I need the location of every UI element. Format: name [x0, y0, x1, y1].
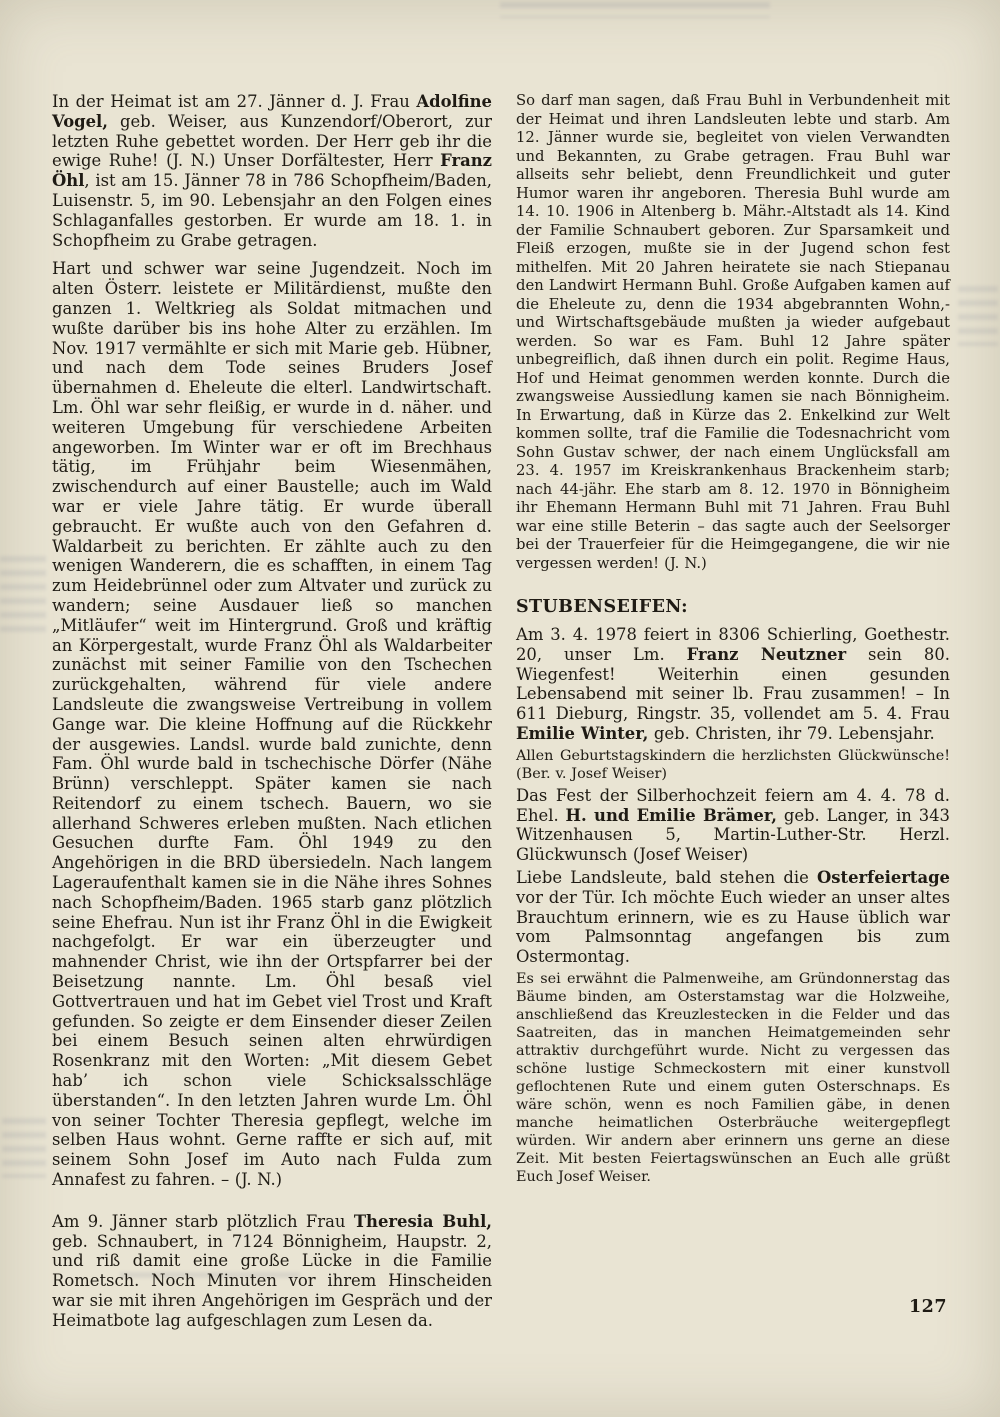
birthdays-paragraph: [516, 625, 950, 744]
text-run: geb. Schnaubert, in 7124 Bönnigheim, Haupstr. 2, und riß damit eine große Lücke in die Familie Rometsch. Noch Minuten vor ihrem Hinscheiden war sie mit ihren Angehörigen im Gespräch und der Heimatbote lag aufgeschlagen zum Lesen da.: [52, 1231, 492, 1330]
text-run: In der Heimat ist am 27. Jänner d. J. Frau: [52, 92, 417, 111]
bold-text-run: Theresia Buhl,: [353, 1211, 492, 1231]
text-run: Am 9. Jänner starb plötzlich Frau: [52, 1211, 354, 1231]
bleedthrough-artifact: [2, 1118, 46, 1178]
text-run: vor der Tür. Ich möchte Euch wieder an unser altes Brauchtum erinnern, wie es zu Hause üblich war vom Palmsonntag angefangen bis zum Ostermontag.: [516, 887, 950, 967]
text-run: , ist am 15. Jänner 78 in 786 Schopfheim/Baden, Luisenstr. 5, im 90. Lebensjahr an den Folgen eines Schlaganfalles gestorben. Er wurde am 18. 1. in Schopfheim zu Grabe getragen.: [52, 171, 492, 250]
bleedthrough-artifact: [500, 2, 770, 18]
bold-text-run: Franz Neutzner: [686, 644, 847, 664]
obituary-vogel-oehl-paragraph: [52, 92, 492, 250]
text-run: Es sei erwähnt die Palmenweihe, am Gründonnerstag das Bäume binden, am Osterstamstag war die Holzweihe, anschließend das Kreuzlestecken in die Felder und das Saatreiten, das in manchen Heimatgemeinden sehr attraktiv durchgeführt wurde. Nicht zu vergessen das schöne lustige Schmeckostern mit einer kunstvoll geflochtenen Rute und einem guten Osterschnaps. Es wäre schön, wenn es noch Familien gäbe, in denen manche heimatlichen Osterbräuche weitergepflegt würden. Wir andern aber erinnern uns gerne an diese Zeit. Mit besten Feiertagswünschen an Euch alle grüßt Euch Josef Weiser.: [516, 970, 950, 1185]
bleedthrough-artifact: [0, 556, 46, 636]
text-run: Hart und schwer war seine Jugendzeit. Noch im alten Österr. leistete er Militärdienst, mußte den ganzen 1. Weltkrieg als Soldat mitmachen und wußte darüber bis ins hohe Alter zu erzählen. Im Nov. 1917 vermählte er sich mit Marie geb. Hübner, und nach dem Tode seines Bruders Josef übernahmen d. Eheleute die elterl. Landwirtschaft. Lm. Öhl war sehr fleißig, er wurde in d. näher. und weiteren Umgebung für verschiedene Arbeiten angeworben. Im Winter war er oft im Brechhaus tätig, im Frühjahr beim Wiesenmähen, zwischendurch auf einer Baustelle; auch im Wald war er viele Jahre tätig. Er wurde überall gebraucht. Er wußte auch von den Gefahren d. Waldarbeit zu berichten. Er zählte auch zu den wenigen Wanderern, die es schafften, in einem Tag zum Heidebrünnel oder zum Altvater und zurück zu wandern; seine Ausdauer ließ so manchen „Mitläufer“ weit im Hintergrund. Groß und kräftig an Körpergestalt, wurde Franz Öhl als Waldarbeiter zunächst mit seiner Familie von den Tschechen zurückgehalten, während für viele andere Landsleute die zwangsweise Vertreibung in vollem Gange war. Die kleine Hoffnung auf die Rückkehr der ausgewies. Landsl. wurde bald zunichte, denn Fam. Öhl wurde bald in tschechische Dörfer (Nähe Brünn) verschleppt. Später kamen sie nach Reitendorf zu einem tschech. Bauern, wo sie allerhand Schweres erleben mußten. Nach etlichen Gesuchen durfte Fam. Öhl 1949 zu den Angehörigen in die BRD übersiedeln. Nach langem Lageraufenthalt kamen sie in die Nähe ihres Sohnes nach Schopfheim/Baden. 1965 starb ganz plötzlich seine Ehefrau. Nun ist ihr Franz Öhl in die Ewigkeit nachgefolgt. Er war ein überzeugter und mahnender Christ, wie ihn der Ortspfarrer bei der Beisetzung nannte. Lm. Öhl besaß viel Gottvertrauen und hat im Gebet viel Trost und Kraft gefunden. So zeigte er dem Einsender dieser Zeilen bei einem Besuch seinen alten ehrwürdigen Rosenkranz mit den Worten: „Mit diesem Gebet hab’ ich schon viele Schicksalsschläge überstanden“. In den letzten Jahren wurde Lm. Öhl von seiner Tochter Theresia gepflegt, welche im selben Haus wohnt. Gerne raffte er sich auf, mit seinem Sohn Josef im Auto nach Fulda zum Annafest zu fahren. – (J. N.): [52, 259, 492, 1190]
buhl-continuation-paragraph: [516, 92, 950, 573]
text-run: geb. Langer, in 343 Witzenhausen 5, Martin-Luther-Str. Herzl. Glückwunsch (Josef Weiser): [516, 805, 950, 865]
easter-intro-paragraph: [516, 868, 950, 967]
page-number: 127: [908, 1297, 947, 1317]
bleedthrough-artifact: [958, 286, 998, 346]
bold-text-run: H. und Emilie Brämer,: [565, 805, 777, 825]
bold-text-run: Emilie Winter,: [516, 723, 649, 743]
text-run: geb. Weiser, aus Kunzendorf/Oberort, zur letzten Ruhe gebettet worden. Der Herr geb ihr die ewige Ruhe! (J. N.) Unser Dorfältester, Herr: [52, 111, 492, 171]
bold-text-run: Franz Öhl: [52, 151, 492, 191]
text-run: sein 80. Wiegenfest! Weiterhin einen gesunden Lebensabend mit seiner lb. Frau zusammen! – In 611 Dieburg, Ringstr. 35, vollendet am 5. 4. Frau: [516, 644, 950, 724]
obituary-buhl-paragraph: [52, 1212, 492, 1331]
text-run: Allen Geburtstagskindern die herzlichsten Glückwünsche! (Ber. v. Josef Weiser): [516, 747, 950, 782]
text-run: So darf man sagen, daß Frau Buhl in Verbundenheit mit der Heimat und ihren Landsleuten lebte und starb. Am 12. Jänner wurde sie, begleitet von vielen Verwandten und Bekannten, zu Grabe getragen. Frau Buhl war allseits sehr beliebt, denn Freundlichkeit und guter Humor waren ihr angeboren. Theresia Buhl wurde am 14. 10. 1906 in Altenberg b. Mähr.-Altstadt als 14. Kind der Familie Schnaubert geboren. Zur Sparsamkeit und Fleiß erzogen, mußte sie in der Jugend schon fest mithelfen. Mit 20 Jahren heiratete sie nach Stiepanau den Landwirt Hermann Buhl. Große Aufgaben kamen auf die Eheleute zu, denn die 1934 abgebrannten Wohn,- und Wirtschaftsgebäude mußten ja wieder aufgebaut werden. So war es Fam. Buhl 12 Jahre später unbegreiflich, daß ihnen durch ein polit. Regime Haus, Hof und Heimat genommen werden konnte. Durch die zwangsweise Aussiedlung kamen sie nach Bönnigheim. In Erwartung, daß in Kürze das 2. Enkelkind zur Welt kommen sollte, traf die Familie die Todesnachricht vom Sohn Gustav schwer, der nach einem Unglücksfall am 23. 4. 1957 im Kreiskrankenhaus Brackenheim starb; nach 44-jähr. Ehe starb am 8. 12. 1970 in Bönnigheim ihr Ehemann Hermann Buhl mit 71 Jahren. Frau Buhl war eine stille Beterin – das sagte auch der Seelsorger bei der Trauerfeier für die Heimgegangene, die wir nie vergessen werden! (J. N.): [516, 92, 950, 572]
bold-text-run: Osterfeiertage: [817, 867, 950, 887]
bold-text-run: Adolfine Vogel,: [52, 92, 492, 131]
silver-wedding-paragraph: [516, 786, 950, 865]
text-run: Das Fest der Silberhochzeit feiern am 4. 4. 78 d. Ehel.: [516, 785, 950, 825]
easter-customs-paragraph: [516, 970, 950, 1186]
section-heading-stubenseifen: STUBENSEIFEN:: [516, 597, 689, 617]
text-run: Liebe Landsleute, bald stehen die: [516, 867, 817, 887]
congratulations-note: [516, 747, 950, 783]
text-run: geb. Christen, ihr 79. Lebensjahr.: [648, 723, 935, 743]
right-column: [516, 92, 950, 1331]
page-content: [52, 92, 950, 1331]
left-column: [52, 92, 492, 1331]
text-run: Am 3. 4. 1978 feiert in 8306 Schierling, Goethestr. 20, unser Lm.: [516, 625, 950, 664]
oehl-life-story-paragraph: [52, 259, 492, 1189]
